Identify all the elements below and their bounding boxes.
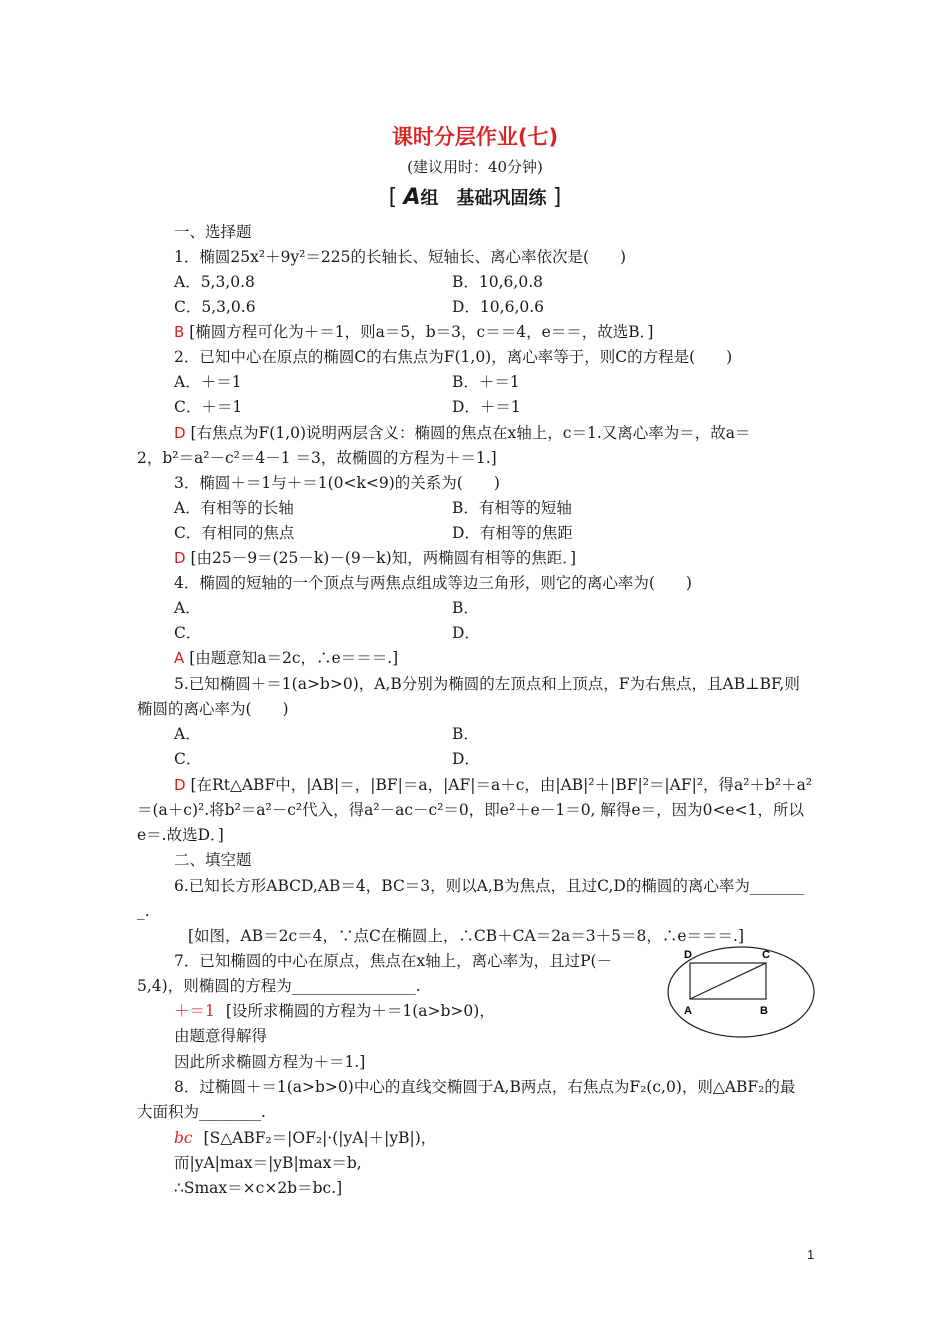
figure-label-d: D bbox=[684, 949, 692, 961]
q5-stem-line-1: 5.已知椭圆＋＝1(a>b>0)，A,B分别为椭圆的左顶点和上顶点，F为右焦点，且AB⊥BF,则 bbox=[174, 675, 800, 693]
q4-answer: A bbox=[174, 649, 185, 667]
q7-solution bbox=[174, 1001, 495, 1021]
q7-explanation-line-1: [设所求椭圆的方程为＋＝1(a>b>0)， bbox=[225, 1002, 495, 1020]
q6-stem-line-1: 6.已知长方形ABCD,AB＝4，BC＝3，则以A,B为焦点，且过C,D的椭圆的离心率为_______ bbox=[174, 877, 805, 895]
diagonal-ac bbox=[690, 963, 766, 999]
group-label: 组 基础巩固练 bbox=[420, 188, 547, 209]
q5-explanation-line-3: e＝.故选D．] bbox=[137, 826, 224, 844]
q7-explanation-line-2: 由题意得解得 bbox=[174, 1027, 268, 1045]
q1-stem: 1．椭圆25x²＋9y²＝225的长轴长、短轴长、离心率依次是( ) bbox=[174, 248, 627, 266]
q7-answer: ＋＝1 bbox=[174, 1002, 215, 1020]
q5-explanation-line-1: [在Rt△ABF中，|AB|＝，|BF|＝a，|AF|＝a＋c，由|AB|²＋|BF|²＝|AF|²，得a²＋b²＋a² bbox=[190, 776, 813, 794]
q5-option-d: D． bbox=[452, 750, 480, 768]
q2-explanation-line-1: [右焦点为F(1,0)说明两层含义：椭圆的焦点在x轴上，c＝1.又离心率为＝，故a＝ bbox=[190, 424, 751, 442]
q8-explanation-line-2: 而|yA|max＝|yB|max＝b, bbox=[174, 1154, 362, 1172]
q4-explanation: [由题意知a＝2c，∴e＝＝＝.] bbox=[189, 649, 399, 667]
q3-solution bbox=[174, 548, 576, 568]
q5-solution bbox=[174, 775, 812, 795]
ellipse-diagram bbox=[666, 945, 816, 1040]
group-heading bbox=[0, 185, 950, 212]
q7-stem-line-2: 5,4)，则椭圆的方程为________________. bbox=[137, 977, 421, 995]
q6-explanation: [如图，AB＝2c＝4，∵点C在椭圆上，∴CB＋CA＝2a＝3＋5＝8，∴e＝＝＝.] bbox=[188, 927, 745, 945]
q2-option-b: B．＋＝1 bbox=[452, 373, 520, 391]
q2-solution bbox=[174, 423, 751, 443]
q3-option-b: B．有相等的短轴 bbox=[452, 499, 572, 517]
q4-stem: 4．椭圆的短轴的一个顶点与两焦点组成等边三角形，则它的离心率为( ) bbox=[174, 574, 692, 592]
q3-option-c: C．有相同的焦点 bbox=[174, 524, 295, 542]
ellipse-rectangle-figure bbox=[666, 945, 816, 1044]
q5-answer: D bbox=[174, 776, 186, 794]
q2-option-a: A．＋＝1 bbox=[174, 373, 242, 391]
q5-option-a: A． bbox=[174, 725, 201, 743]
q3-option-d: D．有相等的焦距 bbox=[452, 524, 573, 542]
section-heading-choice: 一、选择题 bbox=[174, 223, 252, 241]
q7-explanation-line-3: 因此所求椭圆方程为＋＝1.] bbox=[174, 1053, 366, 1071]
q3-stem: 3．椭圆＋＝1与＋＝1(0<k<9)的关系为( ) bbox=[174, 474, 500, 492]
section-heading-fill: 二、填空题 bbox=[174, 851, 252, 869]
q1-option-a: A．5,3,0.8 bbox=[174, 273, 255, 291]
figure-label-b: B bbox=[760, 1005, 768, 1017]
q2-explanation-line-2: 2，b²＝a²－c²＝4－1 ＝3，故椭圆的方程为＋＝1.] bbox=[137, 449, 497, 467]
q4-option-a: A． bbox=[174, 599, 201, 617]
q1-explanation: [椭圆方程可化为＋＝1，则a＝5，b＝3，c＝＝4，e＝＝，故选B．] bbox=[189, 323, 654, 341]
q5-stem-line-2: 椭圆的离心率为( ) bbox=[137, 700, 289, 718]
q2-option-d: D．＋＝1 bbox=[452, 398, 521, 416]
page-number: 1 bbox=[807, 1247, 815, 1262]
q3-answer: D bbox=[174, 549, 186, 567]
figure-label-c: C bbox=[762, 949, 770, 961]
q4-solution bbox=[174, 648, 398, 668]
q5-option-b: B． bbox=[452, 725, 479, 743]
q6-stem-line-2: _. bbox=[137, 902, 150, 920]
q2-answer: D bbox=[174, 424, 186, 442]
q1-option-d: D．10,6,0.6 bbox=[452, 298, 545, 316]
q5-explanation-line-2: ＝(a＋c)².将b²＝a²－c²代入，得a²－ac－c²＝0，即e²＋e－1＝0, 解得e＝，因为0<e<1，所以 bbox=[137, 801, 804, 819]
figure-label-a: A bbox=[684, 1005, 692, 1017]
q1-option-c: C．5,3,0.6 bbox=[174, 298, 256, 316]
q8-explanation-line-1: [S△ABF₂＝|OF₂|·(|yA|＋|yB|)， bbox=[203, 1129, 437, 1147]
page-title: 课时分层作业(七) bbox=[391, 125, 559, 149]
q8-explanation-line-3: ∴Smax＝×c×2b＝bc.] bbox=[174, 1179, 343, 1197]
q4-option-b: B． bbox=[452, 599, 479, 617]
q3-explanation: [由25－9＝(25－k)－(9－k)知，两椭圆有相等的焦距．] bbox=[190, 549, 576, 567]
q1-answer: B bbox=[174, 323, 185, 341]
q3-option-a: A．有相等的长轴 bbox=[174, 499, 294, 517]
group-close-bracket: ] bbox=[552, 185, 562, 210]
q4-option-c: C． bbox=[174, 624, 202, 642]
group-letter: A bbox=[403, 185, 421, 210]
suggested-time: (建议用时：40分钟) bbox=[407, 158, 543, 176]
q5-option-c: C． bbox=[174, 750, 202, 768]
q2-stem: 2．已知中心在原点的椭圆C的右焦点为F(1,0)，离心率等于，则C的方程是( ) bbox=[174, 348, 733, 366]
q7-stem-line-1: 7．已知椭圆的中心在原点，焦点在x轴上，离心率为，且过P(－ bbox=[174, 952, 613, 970]
q2-option-c: C．＋＝1 bbox=[174, 398, 243, 416]
q1-solution bbox=[174, 322, 653, 342]
q8-stem-line-1: 8．过椭圆＋＝1(a>b>0)中心的直线交椭圆于A,B两点，右焦点为F₂(c,0)，则△ABF₂的最 bbox=[174, 1078, 796, 1096]
q4-option-d: D． bbox=[452, 624, 480, 642]
q8-stem-line-2: 大面积为________. bbox=[137, 1103, 266, 1121]
q8-answer: bc bbox=[174, 1129, 193, 1147]
group-open-bracket: [ bbox=[388, 185, 398, 210]
q1-option-b: B．10,6,0.8 bbox=[452, 273, 543, 291]
q8-solution bbox=[174, 1128, 436, 1148]
